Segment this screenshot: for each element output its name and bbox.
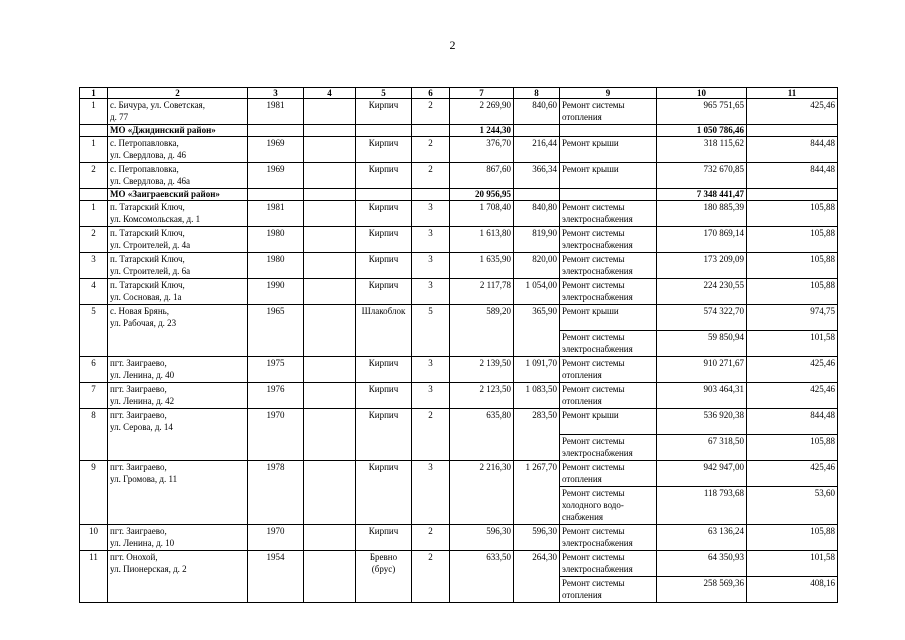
house-row bbox=[80, 99, 838, 125]
unit-cost: 105,88 bbox=[747, 201, 838, 227]
floors-count: 2 bbox=[412, 551, 450, 603]
row-number: 1 bbox=[80, 99, 108, 125]
work-type bbox=[560, 137, 657, 163]
floors-count: 2 bbox=[412, 409, 450, 461]
work-type bbox=[560, 461, 657, 487]
work-type-line: электроснабжения bbox=[562, 538, 633, 548]
house-address-line: ул. Сосновая, д. 1а bbox=[110, 292, 182, 302]
work-type bbox=[560, 357, 657, 383]
empty-cell bbox=[560, 125, 657, 137]
build-year: 1969 bbox=[248, 137, 304, 163]
work-type-line: Ремонт системы bbox=[562, 578, 625, 588]
wall-material: Кирпич bbox=[356, 279, 412, 305]
wall-material: Кирпич bbox=[356, 383, 412, 409]
work-cost: 903 464,31 bbox=[657, 383, 747, 409]
house-address-line: ул. Ленина, д. 10 bbox=[110, 538, 175, 548]
work-type-line: электроснабжения bbox=[562, 266, 633, 276]
total-area: 2 123,50 bbox=[450, 383, 514, 409]
work-cost: 318 115,62 bbox=[657, 137, 747, 163]
work-type-line: отопления bbox=[562, 474, 602, 484]
house-address-line: п. Татарский Ключ, bbox=[110, 228, 185, 238]
total-area: 596,30 bbox=[450, 525, 514, 551]
house-row bbox=[80, 409, 838, 435]
house-address-line: ул. Строителей, д. 4а bbox=[110, 240, 191, 250]
living-area: 216,44 bbox=[514, 137, 560, 163]
work-cost: 536 920,38 bbox=[657, 409, 747, 435]
row-number: 8 bbox=[80, 409, 108, 461]
work-cost: 258 569,36 bbox=[657, 577, 747, 603]
house-address-line: ул. Комсомольская, д. 1 bbox=[110, 214, 201, 224]
floors-count: 3 bbox=[412, 357, 450, 383]
empty-cell bbox=[248, 189, 304, 201]
unit-cost: 974,75 bbox=[747, 305, 838, 331]
house-address-line: с. Новая Брянь, bbox=[110, 306, 169, 316]
page-number: 2 bbox=[449, 38, 456, 52]
work-cost: 574 322,70 bbox=[657, 305, 747, 331]
wall-material-line: Бревно bbox=[369, 552, 398, 562]
work-cost: 64 350,93 bbox=[657, 551, 747, 577]
unit-cost: 425,46 bbox=[747, 357, 838, 383]
empty-cell bbox=[747, 189, 838, 201]
unit-cost: 105,88 bbox=[747, 227, 838, 253]
unit-cost: 105,88 bbox=[747, 279, 838, 305]
house-address bbox=[108, 253, 248, 279]
empty-cell bbox=[304, 189, 356, 201]
column-4-cell bbox=[304, 409, 356, 461]
unit-cost: 408,16 bbox=[747, 577, 838, 603]
total-area: 1 613,80 bbox=[450, 227, 514, 253]
floors-count: 3 bbox=[412, 201, 450, 227]
total-area: 2 117,78 bbox=[450, 279, 514, 305]
living-area: 1 083,50 bbox=[514, 383, 560, 409]
living-area: 264,30 bbox=[514, 551, 560, 603]
total-area: 867,60 bbox=[450, 163, 514, 189]
row-number: 2 bbox=[80, 163, 108, 189]
row-number: 11 bbox=[80, 551, 108, 603]
empty-cell bbox=[356, 189, 412, 201]
build-year: 1976 bbox=[248, 383, 304, 409]
house-row bbox=[80, 383, 838, 409]
work-cost: 173 209,09 bbox=[657, 253, 747, 279]
work-type-line: Ремонт крыши bbox=[562, 138, 619, 148]
work-cost: 965 751,65 bbox=[657, 99, 747, 125]
house-row bbox=[80, 279, 838, 305]
work-type-line: отопления bbox=[562, 370, 602, 380]
house-address-line: ул. Ленина, д. 42 bbox=[110, 396, 175, 406]
wall-material: Кирпич bbox=[356, 99, 412, 125]
house-address bbox=[108, 227, 248, 253]
work-cost: 942 947,00 bbox=[657, 461, 747, 487]
work-type-line: Ремонт системы bbox=[562, 384, 625, 394]
work-type bbox=[560, 525, 657, 551]
total-area: 2 216,30 bbox=[450, 461, 514, 525]
living-area: 366,34 bbox=[514, 163, 560, 189]
build-year: 1980 bbox=[248, 227, 304, 253]
column-header: 2 bbox=[108, 88, 248, 99]
work-cost: 180 885,39 bbox=[657, 201, 747, 227]
house-address-line: ул. Громова, д. 11 bbox=[110, 474, 178, 484]
column-header: 10 bbox=[657, 88, 747, 99]
house-row bbox=[80, 137, 838, 163]
unit-cost: 101,58 bbox=[747, 551, 838, 577]
work-type-line: Ремонт системы bbox=[562, 254, 625, 264]
floors-count: 2 bbox=[412, 99, 450, 125]
house-address bbox=[108, 357, 248, 383]
column-4-cell bbox=[304, 551, 356, 603]
work-cost: 63 136,24 bbox=[657, 525, 747, 551]
unit-cost: 425,46 bbox=[747, 99, 838, 125]
work-type bbox=[560, 201, 657, 227]
house-address bbox=[108, 99, 248, 125]
wall-material: Кирпич bbox=[356, 409, 412, 461]
total-area: 1 635,90 bbox=[450, 253, 514, 279]
unit-cost: 53,60 bbox=[747, 487, 838, 525]
column-4-cell bbox=[304, 137, 356, 163]
work-type-line: Ремонт крыши bbox=[562, 306, 619, 316]
house-address-line: пгт. Заиграево, bbox=[110, 384, 167, 394]
wall-material bbox=[356, 551, 412, 603]
house-address-line: пгт. Заиграево, bbox=[110, 410, 167, 420]
floors-count: 3 bbox=[412, 253, 450, 279]
work-type-line: Ремонт системы bbox=[562, 552, 625, 562]
house-row bbox=[80, 227, 838, 253]
house-address-line: пгт. Заиграево, bbox=[110, 462, 167, 472]
wall-material: Кирпич bbox=[356, 461, 412, 525]
work-type bbox=[560, 99, 657, 125]
wall-material: Кирпич bbox=[356, 357, 412, 383]
work-type bbox=[560, 435, 657, 461]
work-type bbox=[560, 383, 657, 409]
living-area: 365,90 bbox=[514, 305, 560, 357]
house-address-line: ул. Свердлова, д. 46 bbox=[110, 150, 186, 160]
build-year: 1965 bbox=[248, 305, 304, 357]
wall-material: Кирпич bbox=[356, 163, 412, 189]
section-name: МО «Джидинский район» bbox=[108, 125, 248, 137]
empty-cell bbox=[560, 189, 657, 201]
house-address-line: ул. Пионерская, д. 2 bbox=[110, 564, 187, 574]
build-year: 1954 bbox=[248, 551, 304, 603]
house-row bbox=[80, 163, 838, 189]
wall-material: Шлакоблок bbox=[356, 305, 412, 357]
section-num-cell bbox=[80, 125, 108, 137]
work-type-line: электроснабжения bbox=[562, 344, 633, 354]
house-row bbox=[80, 253, 838, 279]
build-year: 1970 bbox=[248, 409, 304, 461]
living-area: 1 054,00 bbox=[514, 279, 560, 305]
work-type-line: электроснабжения bbox=[562, 564, 633, 574]
work-type-line: Ремонт системы bbox=[562, 488, 625, 498]
house-address bbox=[108, 409, 248, 461]
section-area-total: 1 244,30 bbox=[450, 125, 514, 137]
living-area: 596,30 bbox=[514, 525, 560, 551]
total-area: 376,70 bbox=[450, 137, 514, 163]
column-header: 1 bbox=[80, 88, 108, 99]
house-address-line: с. Петропавловка, bbox=[110, 164, 179, 174]
empty-cell bbox=[747, 125, 838, 137]
house-row bbox=[80, 461, 838, 487]
living-area: 283,50 bbox=[514, 409, 560, 461]
column-4-cell bbox=[304, 163, 356, 189]
house-row bbox=[80, 525, 838, 551]
column-header: 4 bbox=[304, 88, 356, 99]
unit-cost: 844,48 bbox=[747, 137, 838, 163]
repair-program-table bbox=[79, 87, 838, 603]
house-address bbox=[108, 137, 248, 163]
total-area: 2 269,90 bbox=[450, 99, 514, 125]
house-row bbox=[80, 357, 838, 383]
section-total-row bbox=[80, 125, 838, 137]
unit-cost: 105,88 bbox=[747, 525, 838, 551]
floors-count: 5 bbox=[412, 305, 450, 357]
house-address bbox=[108, 201, 248, 227]
house-address-line: ул. Ленина, д. 40 bbox=[110, 370, 175, 380]
empty-cell bbox=[356, 125, 412, 137]
section-cost-total: 1 050 786,46 bbox=[657, 125, 747, 137]
row-number: 5 bbox=[80, 305, 108, 357]
section-total-row bbox=[80, 189, 838, 201]
work-type-line: Ремонт системы bbox=[562, 462, 625, 472]
house-address-line: пгт. Заиграево, bbox=[110, 526, 167, 536]
unit-cost: 844,48 bbox=[747, 409, 838, 435]
work-type-line: Ремонт крыши bbox=[562, 164, 619, 174]
total-area: 589,20 bbox=[450, 305, 514, 357]
column-4-cell bbox=[304, 227, 356, 253]
work-type bbox=[560, 577, 657, 603]
empty-cell bbox=[514, 125, 560, 137]
house-address-line: пгт. Заиграево, bbox=[110, 358, 167, 368]
work-type bbox=[560, 253, 657, 279]
living-area: 1 267,70 bbox=[514, 461, 560, 525]
row-number: 2 bbox=[80, 227, 108, 253]
row-number: 3 bbox=[80, 253, 108, 279]
work-type bbox=[560, 331, 657, 357]
work-type-line: Ремонт системы bbox=[562, 358, 625, 368]
house-address bbox=[108, 461, 248, 525]
house-address bbox=[108, 525, 248, 551]
build-year: 1978 bbox=[248, 461, 304, 525]
wall-material: Кирпич bbox=[356, 201, 412, 227]
column-4-cell bbox=[304, 305, 356, 357]
house-address-line: п. Татарский Ключ, bbox=[110, 254, 185, 264]
column-4-cell bbox=[304, 253, 356, 279]
row-number: 4 bbox=[80, 279, 108, 305]
house-row bbox=[80, 551, 838, 577]
unit-cost: 105,88 bbox=[747, 435, 838, 461]
section-area-total: 20 956,95 bbox=[450, 189, 514, 201]
work-type-line: отопления bbox=[562, 112, 602, 122]
column-header: 8 bbox=[514, 88, 560, 99]
unit-cost: 101,58 bbox=[747, 331, 838, 357]
house-address-line: ул. Рабочая, д. 23 bbox=[110, 318, 177, 328]
total-area: 1 708,40 bbox=[450, 201, 514, 227]
work-cost: 170 869,14 bbox=[657, 227, 747, 253]
unit-cost: 844,48 bbox=[747, 163, 838, 189]
floors-count: 3 bbox=[412, 461, 450, 525]
row-number: 1 bbox=[80, 137, 108, 163]
build-year: 1980 bbox=[248, 253, 304, 279]
work-type-line: отопления bbox=[562, 396, 602, 406]
house-address-line: с. Петропавловка, bbox=[110, 138, 179, 148]
living-area: 840,80 bbox=[514, 201, 560, 227]
work-type-line: электроснабжения bbox=[562, 214, 633, 224]
build-year: 1975 bbox=[248, 357, 304, 383]
work-type-line: Ремонт системы bbox=[562, 332, 625, 342]
work-type bbox=[560, 409, 657, 435]
house-address-line: п. Татарский Ключ, bbox=[110, 280, 185, 290]
work-type bbox=[560, 279, 657, 305]
wall-material: Кирпич bbox=[356, 137, 412, 163]
work-type-line: электроснабжения bbox=[562, 292, 633, 302]
total-area: 633,50 bbox=[450, 551, 514, 603]
build-year: 1981 bbox=[248, 99, 304, 125]
work-cost: 59 850,94 bbox=[657, 331, 747, 357]
work-type bbox=[560, 163, 657, 189]
column-header: 5 bbox=[356, 88, 412, 99]
wall-material: Кирпич bbox=[356, 227, 412, 253]
work-cost: 224 230,55 bbox=[657, 279, 747, 305]
wall-material: Кирпич bbox=[356, 253, 412, 279]
total-area: 2 139,50 bbox=[450, 357, 514, 383]
row-number: 1 bbox=[80, 201, 108, 227]
build-year: 1990 bbox=[248, 279, 304, 305]
house-address-line: д. 77 bbox=[110, 112, 129, 122]
work-cost: 118 793,68 bbox=[657, 487, 747, 525]
work-type-line: Ремонт системы bbox=[562, 100, 625, 110]
work-type-line: электроснабжения bbox=[562, 448, 633, 458]
house-address-line: ул. Серова, д. 14 bbox=[110, 422, 173, 432]
column-4-cell bbox=[304, 525, 356, 551]
section-cost-total: 7 348 441,47 bbox=[657, 189, 747, 201]
column-4-cell bbox=[304, 201, 356, 227]
header-row bbox=[80, 88, 838, 99]
house-address bbox=[108, 163, 248, 189]
work-type bbox=[560, 305, 657, 331]
build-year: 1969 bbox=[248, 163, 304, 189]
unit-cost: 425,46 bbox=[747, 383, 838, 409]
column-header: 3 bbox=[248, 88, 304, 99]
work-type-line: отопления bbox=[562, 590, 602, 600]
column-4-cell bbox=[304, 99, 356, 125]
floors-count: 2 bbox=[412, 163, 450, 189]
work-type-line: снабжения bbox=[562, 512, 604, 522]
column-4-cell bbox=[304, 279, 356, 305]
work-type-line: холодного водо- bbox=[562, 500, 624, 510]
column-4-cell bbox=[304, 461, 356, 525]
house-address bbox=[108, 383, 248, 409]
work-type-line: Ремонт системы bbox=[562, 202, 625, 212]
empty-cell bbox=[412, 125, 450, 137]
work-type bbox=[560, 487, 657, 525]
house-address-line: с. Бичура, ул. Советская, bbox=[110, 100, 205, 110]
living-area: 820,00 bbox=[514, 253, 560, 279]
wall-material: Кирпич bbox=[356, 525, 412, 551]
column-header: 9 bbox=[560, 88, 657, 99]
row-number: 7 bbox=[80, 383, 108, 409]
house-address-line: пгт. Онохой, bbox=[110, 552, 158, 562]
living-area: 819,90 bbox=[514, 227, 560, 253]
house-address-line: ул. Строителей, д. 6а bbox=[110, 266, 191, 276]
work-type-line: Ремонт системы bbox=[562, 228, 625, 238]
section-name: МО «Заиграевский район» bbox=[108, 189, 248, 201]
column-4-cell bbox=[304, 357, 356, 383]
unit-cost: 425,46 bbox=[747, 461, 838, 487]
house-row bbox=[80, 305, 838, 331]
column-4-cell bbox=[304, 383, 356, 409]
floors-count: 2 bbox=[412, 525, 450, 551]
work-cost: 732 670,85 bbox=[657, 163, 747, 189]
work-cost: 67 318,50 bbox=[657, 435, 747, 461]
floors-count: 3 bbox=[412, 383, 450, 409]
work-type-line: электроснабжения bbox=[562, 240, 633, 250]
column-header: 7 bbox=[450, 88, 514, 99]
work-type-line: Ремонт системы bbox=[562, 526, 625, 536]
living-area: 1 091,70 bbox=[514, 357, 560, 383]
total-area: 635,80 bbox=[450, 409, 514, 461]
work-type bbox=[560, 227, 657, 253]
empty-cell bbox=[514, 189, 560, 201]
row-number: 10 bbox=[80, 525, 108, 551]
house-address bbox=[108, 279, 248, 305]
house-address-line: ул. Свердлова, д. 46а bbox=[110, 176, 190, 186]
section-num-cell bbox=[80, 189, 108, 201]
work-type-line: Ремонт системы bbox=[562, 436, 625, 446]
house-row bbox=[80, 201, 838, 227]
empty-cell bbox=[412, 189, 450, 201]
build-year: 1981 bbox=[248, 201, 304, 227]
house-address bbox=[108, 551, 248, 603]
house-address bbox=[108, 305, 248, 357]
row-number: 9 bbox=[80, 461, 108, 525]
column-header: 11 bbox=[747, 88, 838, 99]
empty-cell bbox=[304, 125, 356, 137]
unit-cost: 105,88 bbox=[747, 253, 838, 279]
empty-cell bbox=[248, 125, 304, 137]
row-number: 6 bbox=[80, 357, 108, 383]
build-year: 1970 bbox=[248, 525, 304, 551]
work-cost: 910 271,67 bbox=[657, 357, 747, 383]
work-type bbox=[560, 551, 657, 577]
work-type-line: Ремонт крыши bbox=[562, 410, 619, 420]
work-type-line: Ремонт системы bbox=[562, 280, 625, 290]
house-address-line: п. Татарский Ключ, bbox=[110, 202, 185, 212]
floors-count: 3 bbox=[412, 227, 450, 253]
wall-material-line: (брус) bbox=[371, 564, 396, 574]
floors-count: 3 bbox=[412, 279, 450, 305]
floors-count: 2 bbox=[412, 137, 450, 163]
column-header: 6 bbox=[412, 88, 450, 99]
living-area: 840,60 bbox=[514, 99, 560, 125]
